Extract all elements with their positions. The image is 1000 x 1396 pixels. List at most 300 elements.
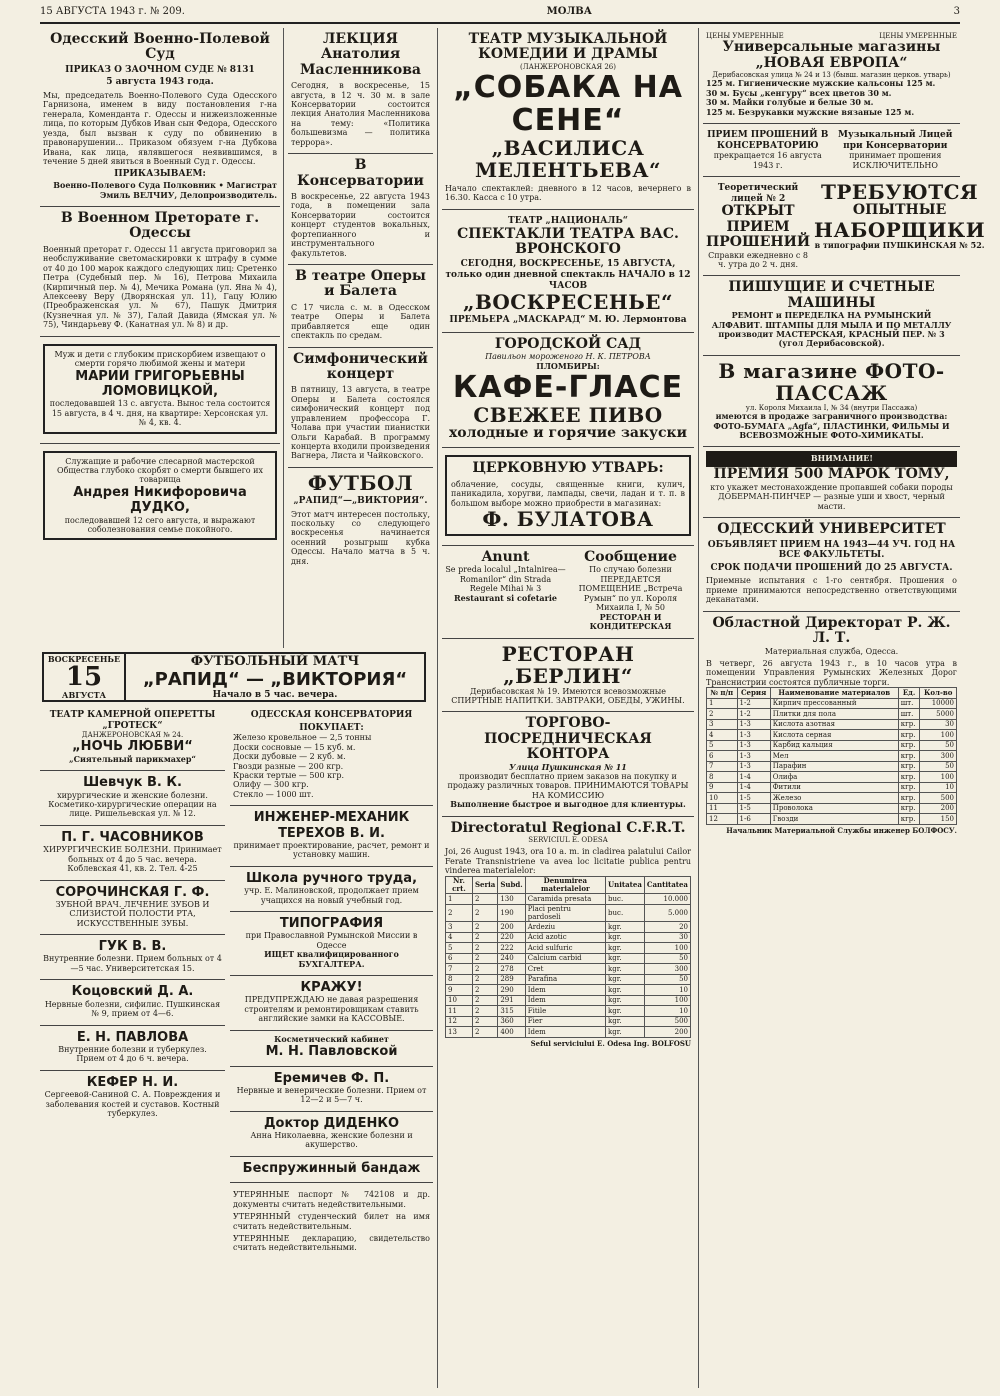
needed-big: НАБОРЩИКИ xyxy=(814,217,986,242)
cfrt-cell: Ardeziu xyxy=(525,922,605,933)
garden-beer: СВЕЖЕЕ ПИВО xyxy=(473,403,663,427)
operetta-title: ТЕАТР КАМЕРНОЙ ОПЕРЕТТЫ „ГРОТЕСК“ xyxy=(49,710,216,731)
opera-article xyxy=(288,265,433,348)
eremichev-text: Нервные и венерические болезни. Прием от 12—2 и 5—7 ч. xyxy=(236,1085,427,1105)
university-ad xyxy=(703,518,960,612)
univ-sub: ОБЪЯВЛЯЕТ ПРИЕМ НА 1943—44 УЧ. ГОД НА ВСЕ ФАКУЛЬТЕТЫ. xyxy=(707,539,956,561)
theft-ad xyxy=(230,976,433,1031)
rzht-row xyxy=(707,730,957,741)
obituary-2-details: последовавшей 12 сего августа, и выражают соболезнования семье покойного. xyxy=(64,515,256,534)
typesetters-wanted-ad xyxy=(814,181,985,269)
rzht-sub: Материальная служба, Одесса. xyxy=(764,646,899,656)
doctor-ad-4 xyxy=(40,935,225,980)
anunt-text: Se preda localul „Intalnirea—Romanilor“ din Strada Regele Mihai № 3 xyxy=(445,565,566,594)
court-article xyxy=(40,28,280,207)
cheap-right: ЦЕНЫ УМЕРЕННЫЕ xyxy=(879,32,957,40)
court-date: 5 августа 1943 года. xyxy=(106,77,214,88)
doctor-ad-7 xyxy=(40,1071,225,1125)
doctor-ad-1 xyxy=(40,771,225,826)
issue-date: 15 АВГУСТА 1943 г. № 209. xyxy=(40,6,185,17)
doctor-didenko-ad xyxy=(230,1112,433,1157)
rzht-row xyxy=(707,793,957,804)
cfrt-cell: 50 xyxy=(644,974,690,985)
lecture-article xyxy=(288,28,433,154)
school-ad xyxy=(230,867,433,912)
reward-text: кто укажет местонахождение пропавшей собаки породы ДОБЕРМАН-ПИНЧЕР — разные уши и хвост, черный масти. xyxy=(710,482,953,511)
court-order: ПРИКАЗЫВАЕМ: xyxy=(114,168,206,179)
cons-subtitle: ПОКУПАЕТ: xyxy=(299,722,364,733)
cfrt-row xyxy=(446,1006,691,1017)
cfrt-cell: Cret xyxy=(525,964,605,975)
cfrt-cell: kgr. xyxy=(606,964,645,975)
rzht-column-header: Ед. xyxy=(898,688,920,699)
soob-text: По случаю болезни ПЕРЕДАЕТСЯ ПОМЕЩЕНИЕ „Встреча Румын“ по ул. Короля Михаила I, № 50 xyxy=(578,565,683,613)
cfrt-cell: kgr. xyxy=(606,985,645,996)
rzht-cell: 10 xyxy=(920,782,957,793)
rzht-cell: Карбид кальция xyxy=(770,740,898,751)
obituary-1-name: МАРИИ ГРИГОРЬЕВНЫ ЛОМОВИЦКОЙ, xyxy=(75,368,245,399)
rzht-cell: 1-4 xyxy=(737,782,770,793)
cfrt-cell: 190 xyxy=(498,904,525,922)
cfrt-row xyxy=(446,894,691,905)
rzht-cell: кгр. xyxy=(898,730,920,741)
conservatory-article xyxy=(288,154,433,265)
anunt-row xyxy=(442,546,694,638)
cfrt-cell: 2 xyxy=(472,953,497,964)
printing-ad xyxy=(230,912,433,976)
didenko-title: Доктор ДИДЕНКО xyxy=(263,1115,400,1131)
obituary-1-text: Муж и дети с глубоким прискорбием извещают о смерти горячо любимой жены и матери xyxy=(54,349,266,369)
needed-title: ТРЕБУЮТСЯ xyxy=(821,180,979,205)
doctor-7-name: КЕФЕР Н. И. xyxy=(86,1074,179,1090)
cfrt-cell: 30 xyxy=(644,932,690,943)
rzht-row xyxy=(707,803,957,814)
cfrt-subtitle: SERVICIUL E. ODESA xyxy=(528,836,608,845)
cfrt-cell: 2 xyxy=(446,904,473,922)
garden-line: ПЛОМБИРЫ: xyxy=(536,360,600,371)
rzht-row xyxy=(707,772,957,783)
rzht-cell: 500 xyxy=(920,793,957,804)
reward-big: ПРЕМИЯ 500 МАРОК ТОМУ, xyxy=(713,466,950,483)
reward-title xyxy=(706,451,957,467)
cfrt-cell: Parafina xyxy=(525,974,605,985)
cfrt-cell: 2 xyxy=(472,985,497,996)
pointing-hand-icon xyxy=(790,454,808,464)
rzht-cell: 6 xyxy=(707,751,738,762)
doctor-2-name: П. Г. ЧАСОВНИКОВ xyxy=(61,829,204,845)
rzht-cell: 50 xyxy=(920,740,957,751)
rzht-cell: Олифа xyxy=(770,772,898,783)
column-rule xyxy=(698,28,699,1388)
cfrt-cell: 220 xyxy=(498,932,525,943)
cfrt-cell: 291 xyxy=(498,995,525,1006)
rzht-cell: 1-3 xyxy=(737,719,770,730)
operetta-address: ДАНЖЕРОНОВСКАЯ № 24. xyxy=(81,731,184,740)
rzht-cell: 50 xyxy=(920,761,957,772)
bandage-title: Беспружинный бандаж xyxy=(242,1160,421,1176)
cfrt-cell: 13 xyxy=(446,1027,473,1038)
cfrt-column-header: Subd. xyxy=(498,876,525,894)
rzht-cell: 150 xyxy=(920,814,957,825)
rzht-cell: 5000 xyxy=(920,709,957,720)
univ-text: Приемные испытания с 1-го сентября. Прошения о приеме принимаются непосредственно ответствующими деканатами. xyxy=(706,576,957,605)
doctor-ad-2 xyxy=(40,826,225,881)
licey-text: принимает прошения ИСКЛЮЧИТЕЛЬНО xyxy=(849,151,942,170)
rzht-row xyxy=(707,814,957,825)
rzht-cell: 1 xyxy=(707,698,738,709)
cfrt-cell: 10 xyxy=(446,995,473,1006)
church-name: Ф. БУЛАТОВА xyxy=(482,507,654,532)
europe-item: 30 м. Майки голубые и белые 30 м. xyxy=(706,97,874,108)
rzht-cell: 7 xyxy=(707,761,738,772)
cfrt-cell: 11 xyxy=(446,1006,473,1017)
cons-title: ОДЕССКАЯ КОНСЕРВАТОРИЯ xyxy=(250,710,413,720)
rzht-cell: 4 xyxy=(707,730,738,741)
cheap-left: ЦЕНЫ УМЕРЕННЫЕ xyxy=(706,32,784,40)
musical-theatre-ad xyxy=(442,28,694,210)
didenko-text: Анна Николаевна, женские болезни и акушерство. xyxy=(250,1131,413,1150)
cfrt-cell: 240 xyxy=(498,953,525,964)
cfrt-row xyxy=(446,953,691,964)
doctor-4-text: Внутренние болезни. Прием больных от 4—5 час. Университетская 15. xyxy=(43,954,222,973)
garden-subtitle: Павильон мороженого Н. К. ПЕТРОВА xyxy=(485,352,651,362)
rzht-row xyxy=(707,761,957,772)
conserv-apps-text: прекращается 16 августа 1943 г. xyxy=(713,151,822,170)
cons-item: Гвозди разные — 200 кгр. xyxy=(233,761,344,771)
doctor-ad-6 xyxy=(40,1026,225,1071)
doctor-6-text: Внутренние болезни и туберкулез. Прием от 4 до 6 ч. вечера. xyxy=(58,1044,207,1064)
rzht-cell: кгр. xyxy=(898,782,920,793)
lost-docs xyxy=(230,1183,433,1259)
conservatory-text: В воскресенье, 22 августа 1943 года, в помещении зала Консерватории состоится концерт студентов вокальных, фортепианного и инструментального факультетов. xyxy=(291,192,430,258)
court-text: Мы, председатель Военно-Полевого Суда Одесского Гарнизона, именем в виду постановления г-на генерала, Коменданта г. Одессы и нижеизложенные лица, по которым Дубков Иван сын Федора, Одесского уезда, был вызван к суду по обвинению в правонарушении... Приказом обязуем г-на Дубкова Ивана, как лица, являвшегося неявившимся, в течение 5 дней явиться в Военный Суд г. Одессы. xyxy=(43,91,277,167)
doctor-5-name: Коцовский Д. А. xyxy=(71,984,194,1000)
rzht-cell: 2 xyxy=(707,709,738,720)
city-garden-ad xyxy=(442,333,694,449)
cfrt-cell: kgr. xyxy=(606,932,645,943)
lost-doc-3: УТЕРЯННЫЕ декларацию, свидетельство считать недействительными. xyxy=(233,1233,430,1253)
cfrt-cell: kgr. xyxy=(606,953,645,964)
cfrt-notice xyxy=(442,817,694,1054)
cons-item: Доски сосновые — 15 куб. м. xyxy=(233,742,356,752)
cfrt-cell: buc. xyxy=(606,904,645,922)
column-rule xyxy=(283,28,284,648)
symphony-article xyxy=(288,348,433,468)
rzht-cell: 5 xyxy=(707,740,738,751)
match-title: ФУТБОЛЬНЫЙ МАТЧ xyxy=(190,654,360,669)
rzht-cell: 3 xyxy=(707,719,738,730)
opera-text: С 17 числа с. м. в Одесском театре Оперы и Балета прибавляется еще один спектакль по средам. xyxy=(291,302,430,341)
berlin-title: РЕСТОРАН „БЕРЛИН“ xyxy=(501,641,635,688)
cons-item: Железо кровельное — 2,5 тонны xyxy=(233,733,372,743)
rzht-row xyxy=(707,740,957,751)
rzht-row xyxy=(707,719,957,730)
cfrt-text: Joi, 26 August 1943, ora 10 a. m. in cladirea palatului Cailor Ferate Transnistriene va avea loc licitatie publica pentru vinderea materialelor: xyxy=(445,847,691,876)
doctor-3-text: ЗУБНОЙ ВРАЧ. ЛЕЧЕНИЕ ЗУБОВ И СЛИЗИСТОЙ ПОЛОСТИ РТА, ИСКУССТВЕННЫЕ ЗУБЫ. xyxy=(55,899,210,928)
cfrt-cell: 9 xyxy=(446,985,473,996)
obituary-2-name: Андрея Никифоровича ДУДКО, xyxy=(73,484,247,516)
cfrt-cell: 200 xyxy=(644,1027,690,1038)
cfrt-cell: 2 xyxy=(472,1027,497,1038)
cfrt-cell: buc. xyxy=(606,894,645,905)
symphony-title: Симфонический концерт xyxy=(293,350,428,382)
rzht-cell: 10 xyxy=(707,793,738,804)
cfrt-cell: 315 xyxy=(498,1006,525,1017)
rzht-column-header: № п/п xyxy=(707,688,738,699)
cons-item: Доски дубовые — 2 куб. м. xyxy=(233,752,346,762)
conservatory-title: В Консерватории xyxy=(297,157,424,189)
theft-text: ПРЕДУПРЕЖДАЮ не давая разрешения строителям и ремонтировщикам ставить английские замки на КАССОВЫЕ. xyxy=(244,995,419,1024)
match-teams: „РАПИД“ — „ВИКТОРИЯ“ xyxy=(142,669,408,690)
cfrt-cell: 8 xyxy=(446,974,473,985)
rzht-cell: 1-3 xyxy=(737,730,770,741)
lost-doc-1: УТЕРЯННЫЕ паспорт № 742108 и др. документы считать недействительными. xyxy=(233,1190,430,1209)
cfrt-cell: 400 xyxy=(498,1027,525,1038)
cfrt-cell: Fier xyxy=(525,1016,605,1027)
theft-title: КРАЖУ! xyxy=(300,980,363,996)
cfrt-cell: 20 xyxy=(644,922,690,933)
cfrt-cell: 7 xyxy=(446,964,473,975)
rzht-cell: 100 xyxy=(920,772,957,783)
column-1-lower xyxy=(40,704,225,1394)
cosmetic-ad xyxy=(230,1031,433,1067)
torg-text: производит бесплатно прием заказов на покупку и продажу различных товаров. ПРИНИМАЮТСЯ ТОВАРЫ НА КОМИССИЮ xyxy=(447,772,689,800)
column-2-lower xyxy=(230,704,433,1394)
cfrt-cell: 2 xyxy=(472,1016,497,1027)
doctor-7-text: Сергеевой-Саниной С. А. Повреждения и заболевания костей и суставов. Костный туберкулез. xyxy=(44,1090,221,1118)
rzht-cell: 1-4 xyxy=(737,772,770,783)
cfrt-cell: 300 xyxy=(644,964,690,975)
pretor-article xyxy=(40,207,280,337)
photo-address: ул. Короля Михаила I, № 34 (внутри Пассажа) xyxy=(745,403,918,412)
bandage-ad xyxy=(230,1157,433,1183)
theor-text: Справки ежедневно с 8 ч. утра до 2 ч. дня. xyxy=(708,250,808,269)
match-time: Начало в 5 час. вечера. xyxy=(212,690,338,700)
rzht-cell: 11 xyxy=(707,803,738,814)
page-header xyxy=(40,6,960,24)
cfrt-cell: Caramida presata xyxy=(525,894,605,905)
court-subtitle: ПРИКАЗ О ЗАОЧНОМ СУДЕ № 8131 xyxy=(65,64,255,75)
cfrt-cell: 6 xyxy=(446,953,473,964)
anunt-title: Anunt xyxy=(481,549,530,566)
rzht-text: В четверг, 26 августа 1943 г., в 10 часов утра в помещении Управления Румынских Железных Дорог Транснистрии состоятся публичные торги. xyxy=(706,658,957,687)
cfrt-cell: Calcium carbid xyxy=(525,953,605,964)
natl-subtitle: СПЕКТАКЛИ ТЕАТРА ВАС. ВРОНСКОГО xyxy=(457,225,679,257)
cfrt-row xyxy=(446,932,691,943)
cfrt-cell: 2 xyxy=(472,922,497,933)
rzht-cell: Парафин xyxy=(770,761,898,772)
cfrt-column-header: Denumirea materialelor xyxy=(525,876,605,894)
engineer-ad xyxy=(230,806,433,867)
column-4 xyxy=(703,28,986,1388)
cfrt-cell: Acid azotic xyxy=(525,932,605,943)
natl-today: СЕГОДНЯ, ВОСКРЕСЕНЬЕ, 15 АВГУСТА, только один дневной спектакль НАЧАЛО в 12 ЧАСОВ xyxy=(445,259,691,291)
typewr-title: ПИШУЩИЕ И СЧЕТНЫЕ МАШИНЫ xyxy=(728,279,935,311)
court-title: Одесский Военно-Полевой Суд xyxy=(50,31,270,63)
berlin-ad xyxy=(442,639,694,713)
rzht-cell: 10000 xyxy=(920,698,957,709)
national-theatre-ad xyxy=(442,210,694,333)
printing-text: при Православной Румынской Миссии в Одессе xyxy=(245,931,418,950)
rzht-signature: Начальник Материальной Службы инженер БОЛФОСУ. xyxy=(726,825,957,835)
doctor-2-text: ХИРУРГИЧЕСКИЕ БОЛЕЗНИ. Принимает больных от 4 до 5 час. вечера. Коблевская 41, кв. 2. Тел. 4-25 xyxy=(43,845,222,874)
pretor-text: Военный преторат г. Одессы 11 августа приговорил за необслуживание светомаскировки к штрафу в сумме от 40 до 100 марок каждого следующих лиц: Сретенко Петра (Судебный пер. № 16), Петрова Михаила (Кирпичный пер. № 4), Мечика Романа (ул. Яна № 4), Алексееву Веру (Дворянская ул. 11), Гацу Юлию (Преображенская ул. № 67), Пашук Дмитрия (Кузнечная ул. № 37), Галай Давида (Ямская ул. № 75), Чиндарьеву Ф. (Канатная ул. № 8) и др. xyxy=(43,244,277,330)
doctor-eremichev-ad xyxy=(230,1067,433,1112)
garden-snacks: холодные и горячие закуски xyxy=(448,425,688,441)
rzht-cell: шт. xyxy=(898,709,920,720)
doctor-5-text: Нервные болезни, сифилис. Пушкинская № 9, прием от 4—6. xyxy=(44,999,221,1019)
accountant-wanted: ИЩЕТ квалифицированного БУХГАЛТЕРА. xyxy=(264,949,399,969)
theory-lyceum-ad xyxy=(706,181,810,269)
match-month: АВГУСТА xyxy=(61,690,107,700)
cfrt-cell: Idem xyxy=(525,995,605,1006)
cfrt-cell: Acid sulfuric xyxy=(525,943,605,954)
printing-title: ТИПОГРАФИЯ xyxy=(279,916,384,932)
rzht-cell: 9 xyxy=(707,782,738,793)
opera-title: В театре Оперы и Балета xyxy=(295,268,426,300)
cfrt-cell: 360 xyxy=(498,1016,525,1027)
rzht-row xyxy=(707,751,957,762)
garden-cafe: КАФЕ-ГЛАСЕ xyxy=(452,370,684,405)
cfrt-row xyxy=(446,995,691,1006)
rzht-cell: 30 xyxy=(920,719,957,730)
cfrt-cell: Idem xyxy=(525,985,605,996)
cfrt-cell: 10 xyxy=(644,985,690,996)
europe-title: Универсальные магазины „НОВАЯ ЕВРОПА“ xyxy=(722,39,941,71)
rzht-cell: 300 xyxy=(920,751,957,762)
cfrt-row xyxy=(446,964,691,975)
rzht-cell: Кислота серная xyxy=(770,730,898,741)
torg-address: Улица Пушкинская № 11 xyxy=(509,761,627,772)
rzht-cell: Плитки для пола xyxy=(770,709,898,720)
rzht-cell: 1-3 xyxy=(737,740,770,751)
cfrt-row xyxy=(446,922,691,933)
theor-open: ОТКРЫТ ПРИЕМ ПРОШЕНИЙ xyxy=(706,203,811,251)
match-day-number: 15 xyxy=(65,662,103,692)
rzht-cell: кгр. xyxy=(898,751,920,762)
rzht-cell: 8 xyxy=(707,772,738,783)
soob-ad xyxy=(570,550,691,631)
rzht-notice xyxy=(703,612,960,841)
cfrt-cell: Fitile xyxy=(525,1006,605,1017)
obituary-1 xyxy=(40,337,280,444)
rzht-row xyxy=(707,709,957,720)
cfrt-column-header: Unitatea xyxy=(606,876,645,894)
cfrt-row xyxy=(446,1027,691,1038)
rzht-cell: 1-6 xyxy=(737,814,770,825)
cfrt-cell: 100 xyxy=(644,995,690,1006)
rzht-cell: Гвозди xyxy=(770,814,898,825)
lyceum-apps xyxy=(834,128,958,170)
rzht-column-header: Кол-во xyxy=(920,688,957,699)
cfrt-cell: 10 xyxy=(644,1006,690,1017)
rzht-cell: кгр. xyxy=(898,793,920,804)
operetta-show-1: „НОЧЬ ЛЮБВИ“ xyxy=(72,739,193,755)
doctor-4-name: ГУК В. В. xyxy=(98,939,167,955)
cons-item: Олифу — 300 кгр. xyxy=(233,780,309,790)
reward-ad xyxy=(703,447,960,518)
football-subtitle: „РАПИД“—„ВИКТОРИЯ“. xyxy=(293,495,428,506)
rzht-cell: 100 xyxy=(920,730,957,741)
cfrt-cell: Placi pentru pardoseli xyxy=(525,904,605,922)
cfrt-cell: kgr. xyxy=(606,1016,645,1027)
cfrt-cell: 278 xyxy=(498,964,525,975)
cfrt-cell: 2 xyxy=(472,1006,497,1017)
photo-passage-ad xyxy=(703,356,960,448)
natl-premiere: ПРЕМЬЕРА „МАСКАРАД“ М. Ю. Лермонтова xyxy=(449,315,687,326)
match-day: ВОСКРЕСЕНЬЕ xyxy=(47,654,121,664)
europe-item: 125 м. Гигиенические мужские кальсоны 125 м. xyxy=(706,78,936,89)
football-text: Этот матч интересен постольку, поскольку со следующего воскресенья начинается осенний розыгрыш кубка Одессы. Начало матча в 5 ч. дня. xyxy=(291,509,430,566)
doctor-3-name: СОРОЧИНСКАЯ Г. Ф. xyxy=(55,884,210,900)
rzht-cell: 1-3 xyxy=(737,761,770,772)
trade-office-ad xyxy=(442,712,694,816)
rzht-cell: шт. xyxy=(898,698,920,709)
cons-item: Стекло — 1000 шт. xyxy=(233,789,314,799)
court-signature: Военно-Полевого Суда Полковник • Магистрат Эмиль ВЕЛЧИУ, Делопроизводитель. xyxy=(53,180,277,200)
school-text: учр. Е. Малиновской, продолжает прием учащихся на новый учебный год. xyxy=(244,886,419,905)
lyceum-workers-row xyxy=(703,177,986,276)
rzht-cell: кгр. xyxy=(898,761,920,772)
rzht-cell: кгр. xyxy=(898,740,920,751)
rzht-cell: 1-3 xyxy=(737,751,770,762)
europe-item: 125 м. Безрукавки мужские вязаные 125 м. xyxy=(706,106,915,117)
needed-where: в типографии ПУШКИНСКАЯ № 52. xyxy=(814,239,985,250)
cfrt-cell: kgr. xyxy=(606,943,645,954)
church-ad xyxy=(442,448,694,546)
pretor-title: В Военном Преторате г. Одессы xyxy=(60,209,260,242)
cfrt-cell: 10.000 xyxy=(644,894,690,905)
natl-title: ТЕАТР „НАЦИОНАЛЬ“ xyxy=(508,215,628,226)
rzht-cell: Проволока xyxy=(770,803,898,814)
cfrt-table xyxy=(445,876,691,1038)
europe-item: 30 м. Бусы „кенгуру“ всех цветов 30 м. xyxy=(706,87,892,98)
rzht-title: Областной Директорат Р. Ж. Л. Т. xyxy=(712,614,951,647)
match-date xyxy=(44,654,126,700)
cfrt-cell: 2 xyxy=(472,943,497,954)
eremichev-name: Еремичев Ф. П. xyxy=(273,1070,390,1086)
cfrt-row xyxy=(446,943,691,954)
cfrt-cell: 290 xyxy=(498,985,525,996)
cons-item: Краски тертые — 500 кгр. xyxy=(233,770,344,780)
rzht-cell: кгр. xyxy=(898,814,920,825)
cosmetic-name: М. Н. Павловской xyxy=(265,1044,398,1060)
page-number: 3 xyxy=(953,6,960,17)
rzht-cell: Кирпич прессованный xyxy=(770,698,898,709)
europe-ad xyxy=(703,28,960,124)
rzht-cell: кгр. xyxy=(898,719,920,730)
cfrt-cell: 2 xyxy=(472,932,497,943)
applications-row xyxy=(703,124,960,177)
cfrt-cell: kgr. xyxy=(606,922,645,933)
natl-show: „ВОСКРЕСЕНЬЕ“ xyxy=(462,290,674,315)
cfrt-column-header: Cantitatea xyxy=(644,876,690,894)
cfrt-cell: 3 xyxy=(446,922,473,933)
cfrt-cell: 289 xyxy=(498,974,525,985)
photo-text: имеются в продаже заграничного производства: ФОТО-БУМАГА „Agfa“, ПЛАСТИНКИ, ФИЛЬМЫ И ВСЕВОЗМОЖНЫЕ ФОТО-ХИМИКАТЫ. xyxy=(713,411,950,441)
europe-address: Дерибасовская улица № 24 и 13 (бывш. магазин церков. утварь) xyxy=(712,71,951,80)
theor-title: Теоретический лицей № 2 xyxy=(717,183,799,204)
doctor-1-name: Шевчук В. К. xyxy=(83,775,182,791)
cfrt-cell: 2 xyxy=(472,894,497,905)
conserv-apps-title: ПРИЕМ ПРОШЕНИЙ В КОНСЕРВАТОРИЮ xyxy=(707,130,829,151)
rzht-cell: 200 xyxy=(920,803,957,814)
column-1 xyxy=(40,28,280,648)
univ-title: ОДЕССКИЙ УНИВЕРСИТЕТ xyxy=(717,521,946,538)
column-3 xyxy=(442,28,694,1388)
engineer-text: принимает проектирование, расчет, ремонт и установку машин. xyxy=(233,840,430,860)
muz-title: ТЕАТР МУЗЫКАЛЬНОЙ КОМЕДИИ И ДРАМЫ xyxy=(468,31,668,63)
